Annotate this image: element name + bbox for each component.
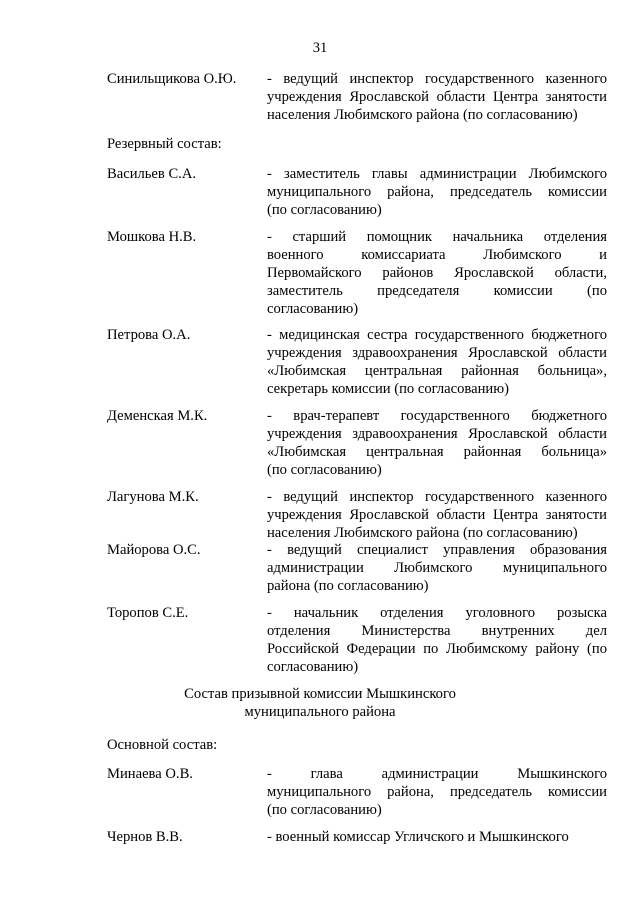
role-line: заместитель председателя комиссии (по bbox=[267, 283, 607, 299]
role-line: - ведущий специалист управления образования bbox=[267, 542, 607, 558]
member-role bbox=[267, 407, 607, 479]
member-role bbox=[267, 228, 607, 318]
role-line: (по согласованию) bbox=[267, 462, 382, 478]
role-line: Первомайского районов Ярославской области, bbox=[267, 265, 607, 281]
member-role bbox=[267, 70, 607, 124]
member-name: Синильщикова О.Ю. bbox=[107, 71, 237, 87]
member-name: Чернов В.В. bbox=[107, 829, 183, 845]
page-number: 31 bbox=[312, 40, 328, 56]
member-name: Лагунова М.К. bbox=[107, 489, 199, 505]
role-line: согласованию) bbox=[267, 659, 359, 675]
member-role bbox=[267, 604, 607, 676]
role-line: - старший помощник начальника отделения bbox=[267, 229, 607, 245]
member-name: Мошкова Н.В. bbox=[107, 229, 197, 245]
role-line: муниципального района, председатель комиссии bbox=[267, 184, 607, 200]
section-title-line: муниципального района bbox=[244, 704, 396, 720]
role-line: - начальник отделения уголовного розыска bbox=[267, 605, 607, 621]
member-role bbox=[267, 165, 607, 219]
member-name: Петрова О.А. bbox=[107, 327, 191, 343]
section-title-line: Состав призывной комиссии Мышкинского bbox=[184, 686, 456, 702]
role-line: - ведущий инспектор государственного казенного bbox=[267, 71, 607, 87]
member-name: Деменская М.К. bbox=[107, 408, 208, 424]
section-title bbox=[0, 685, 640, 721]
member-role bbox=[267, 488, 607, 542]
member-role bbox=[267, 541, 607, 595]
member-name: Торопов С.Е. bbox=[107, 605, 189, 621]
role-line: отделения Министерства внутренних дел bbox=[267, 623, 607, 639]
role-line: населения Любимского района (по согласованию) bbox=[267, 107, 578, 123]
role-line: (по согласованию) bbox=[267, 202, 382, 218]
role-line: - глава администрации Мышкинского bbox=[267, 766, 607, 782]
main-composition-heading: Основной состав: bbox=[107, 737, 218, 753]
role-line: «Любимская центральная районная больница», bbox=[267, 363, 607, 379]
role-line: администрации Любимского муниципального bbox=[267, 560, 607, 576]
role-line: - ведущий инспектор государственного казенного bbox=[267, 489, 607, 505]
role-line: населения Любимского района (по согласованию) bbox=[267, 525, 578, 541]
member-name: Минаева О.В. bbox=[107, 766, 193, 782]
role-line: Российской Федерации по Любимскому району (по bbox=[267, 641, 607, 657]
role-line: муниципального района, председатель комиссии bbox=[267, 784, 607, 800]
role-line: района (по согласованию) bbox=[267, 578, 429, 594]
role-line: - врач-терапевт государственного бюджетного bbox=[267, 408, 607, 424]
role-line: - медицинская сестра государственного бюджетного bbox=[267, 327, 607, 343]
role-line: - военный комиссар Угличского и Мышкинского bbox=[267, 829, 569, 845]
member-name: Васильев С.А. bbox=[107, 166, 197, 182]
role-line: учреждения здравоохранения Ярославской области bbox=[267, 426, 607, 442]
role-line: - заместитель главы администрации Любимского bbox=[267, 166, 607, 182]
reserve-heading: Резервный состав: bbox=[107, 136, 222, 152]
role-line: учреждения здравоохранения Ярославской области bbox=[267, 345, 607, 361]
role-line: военного комиссариата Любимского и bbox=[267, 247, 607, 263]
member-name: Майорова О.С. bbox=[107, 542, 201, 558]
role-line: «Любимская центральная районная больница» bbox=[267, 444, 607, 460]
role-line: (по согласованию) bbox=[267, 802, 382, 818]
role-line: секретарь комиссии (по согласованию) bbox=[267, 381, 509, 397]
member-role bbox=[267, 765, 607, 819]
member-role bbox=[267, 828, 607, 846]
member-role bbox=[267, 326, 607, 398]
role-line: учреждения Ярославской области Центра занятости bbox=[267, 89, 607, 105]
role-line: согласованию) bbox=[267, 301, 359, 317]
role-line: учреждения Ярославской области Центра занятости bbox=[267, 507, 607, 523]
